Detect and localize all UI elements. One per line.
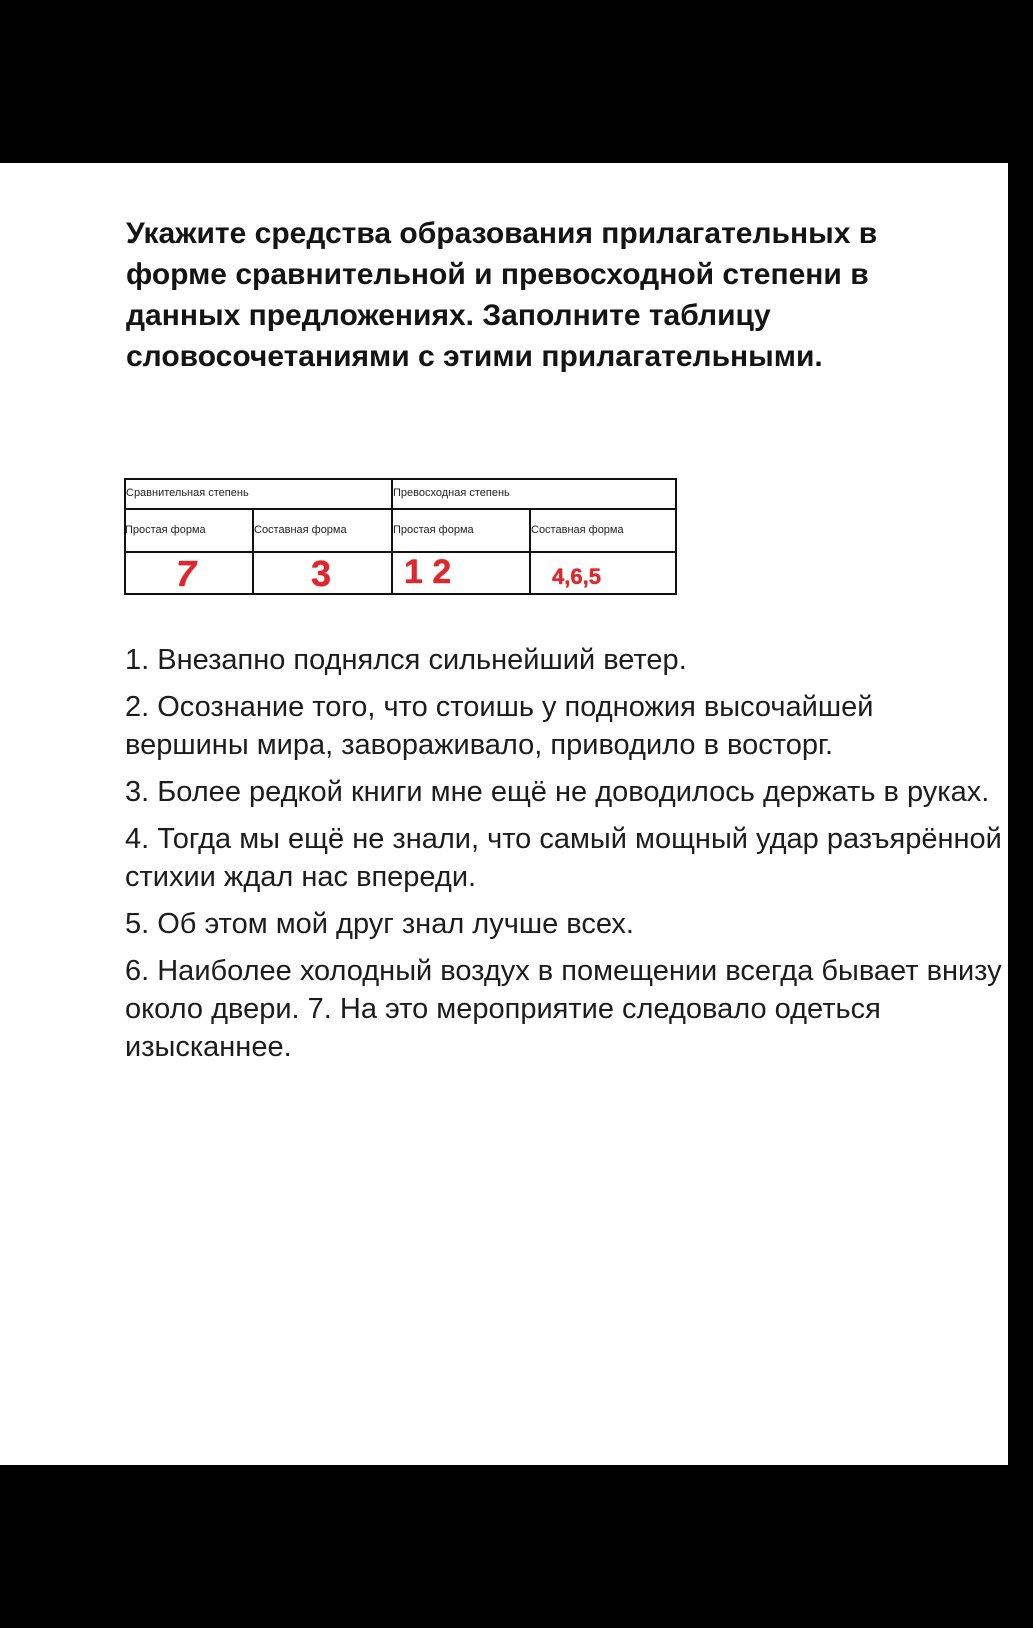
answer-comparative-simple: 7 xyxy=(176,553,197,594)
header-comparative: Сравнительная степень xyxy=(126,487,249,499)
table-border-row2 xyxy=(124,551,677,553)
table-border-col3 xyxy=(529,508,531,595)
subheader-comparative-simple: Простая форма xyxy=(125,524,206,536)
answer-superlative-simple: 1 2 xyxy=(404,553,452,591)
sentence-item: 4. Тогда мы ещё не знали, что самый мощный удар разъярённой стихии ждал нас впереди. xyxy=(125,823,1002,893)
sentence-item: 1. Внезапно поднялся сильнейший ветер. xyxy=(125,644,687,676)
table-border-col1 xyxy=(252,508,254,595)
sentence-item: 5. Об этом мой друг знал лучше всех. xyxy=(125,908,634,940)
answer-table xyxy=(124,478,677,595)
document-page xyxy=(0,163,1008,1465)
task-instruction: Укажите средства образования прилагательных в форме сравнительной и превосходной степени в данных предложениях. Заполните таблицу словосочетаниями с этими прилагательными. xyxy=(126,217,878,373)
table-border-row1 xyxy=(124,508,677,510)
sentence-list xyxy=(125,641,1005,1075)
answer-comparative-compound: 3 xyxy=(311,553,332,594)
sentence-item: 3. Более редкой книги мне ещё не доводилось держать в руках. xyxy=(125,776,990,808)
header-superlative: Превосходная степень xyxy=(393,487,510,499)
subheader-superlative-compound: Составная форма xyxy=(531,524,624,536)
sentence-item: 2. Осознание того, что стоишь у подножия высочайшей вершины мира, завораживало, приводило в восторг. xyxy=(125,691,874,761)
subheader-superlative-simple: Простая форма xyxy=(393,524,474,536)
subheader-comparative-compound: Составная форма xyxy=(254,524,347,536)
answer-superlative-compound: 4,6,5 xyxy=(552,564,601,589)
table-border-top xyxy=(124,478,677,480)
sentence-item: 6. Наиболее холодный воздух в помещении всегда бывает внизу около двери. 7. На это мероприятие следовало одеться изысканнее. xyxy=(125,955,1002,1063)
table-border-right xyxy=(675,478,677,595)
table-border-bottom xyxy=(124,593,677,595)
